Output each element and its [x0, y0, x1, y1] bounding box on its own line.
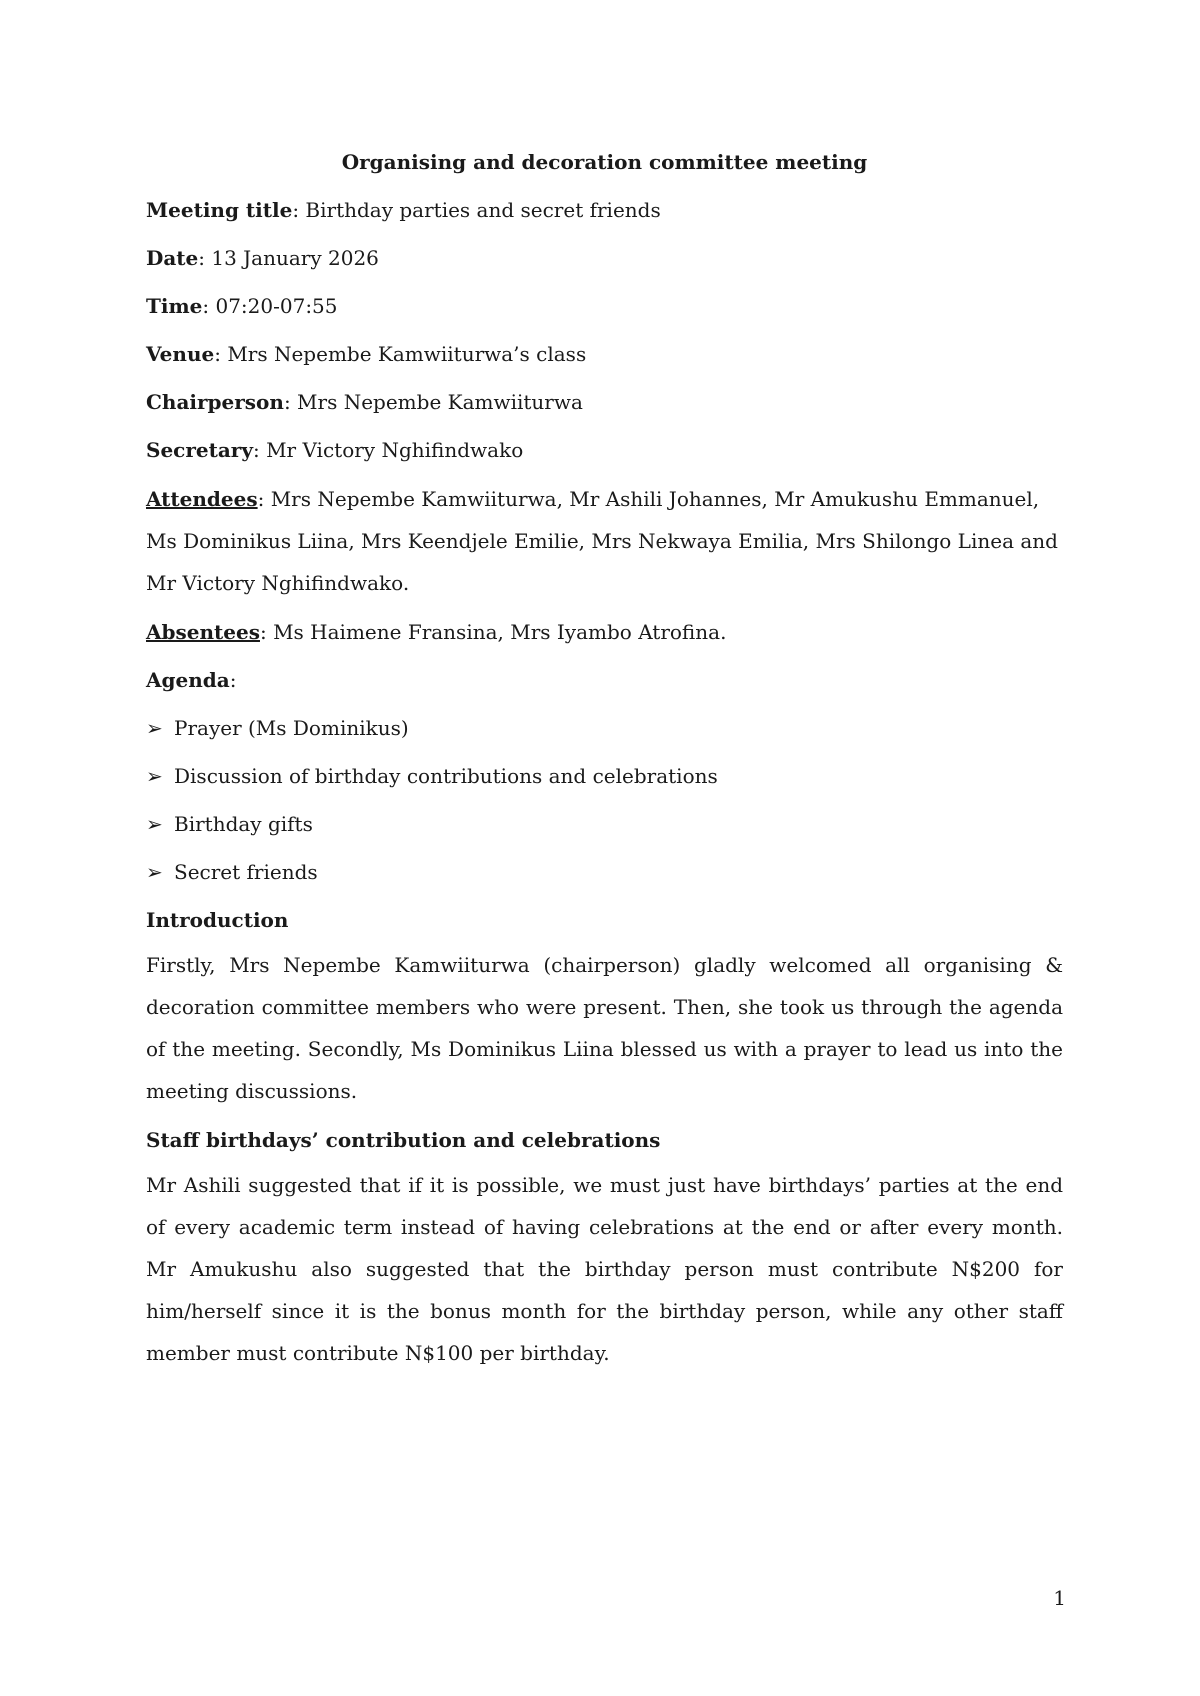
agenda-field	[146, 664, 1063, 696]
absentees-label: Absentees	[146, 620, 260, 644]
staff-birthdays-paragraph: Mr Ashili suggested that if it is possible, we must just have birthdays’ parties at the end of every academic term instead of having celebrations at the end or after every month. Mr Amukushu also suggested that the birthday person must contribute N$200 for him/herself since it is the bonus month for the birthday person, while any other staff member must contribute N$100 per birthday.	[146, 1173, 1063, 1365]
meeting-title-field	[146, 194, 1063, 226]
introduction-paragraph: Firstly, Mrs Nepembe Kamwiiturwa (chairperson) gladly welcomed all organising & decoration committee members who were present. Then, she took us through the agenda of the meeting. Secondly, Ms Dominikus Liina blessed us with a prayer to lead us into the meeting discussions.	[146, 953, 1063, 1103]
arrow-bullet-icon: ➢	[146, 764, 163, 788]
absentees-field	[146, 616, 1063, 648]
secretary-field	[146, 434, 1063, 466]
venue-label: Venue	[146, 342, 215, 366]
secretary-value: : Mr Victory Nghifindwako	[252, 438, 524, 462]
venue-value: : Mrs Nepembe Kamwiiturwa’s class	[214, 342, 587, 366]
page-number: 1	[1053, 1586, 1066, 1610]
date-field	[146, 242, 1063, 274]
agenda-item-text: Prayer (Ms Dominikus)	[174, 716, 409, 740]
arrow-bullet-icon: ➢	[146, 812, 163, 836]
absentees-value: : Ms Haimene Fransina, Mrs Iyambo Atrofina.	[259, 620, 727, 644]
agenda-item	[146, 808, 1063, 840]
agenda-item-text: Birthday gifts	[174, 812, 313, 836]
agenda-item	[146, 712, 1063, 744]
date-value: : 13 January 2026	[198, 246, 379, 270]
attendees-value: : Mrs Nepembe Kamwiiturwa, Mr Ashili Johannes, Mr Amukushu Emmanuel, Ms Dominikus Liina, Mrs Keendjele Emilie, Mrs Nekwaya Emilia, Mrs Shilongo Linea and Mr Victory Nghifindwako.	[146, 487, 1058, 595]
time-label: Time	[146, 294, 203, 318]
arrow-bullet-icon: ➢	[146, 716, 163, 740]
chairperson-label: Chairperson	[146, 390, 284, 414]
meeting-title-label: Meeting title	[146, 198, 293, 222]
venue-field	[146, 338, 1063, 370]
date-label: Date	[146, 246, 199, 270]
agenda-label: Agenda	[146, 668, 230, 692]
attendees-label: Attendees	[146, 487, 258, 511]
staff-birthdays-heading: Staff birthdays’ contribution and celebrations	[146, 1128, 661, 1152]
document-title: Organising and decoration committee meeting	[341, 150, 868, 174]
arrow-bullet-icon: ➢	[146, 860, 163, 884]
time-field	[146, 290, 1063, 322]
time-value: : 07:20-07:55	[202, 294, 338, 318]
agenda-colon: :	[229, 668, 237, 692]
attendees-field	[146, 478, 1063, 604]
chairperson-field	[146, 386, 1063, 418]
agenda-item-text: Secret friends	[174, 860, 318, 884]
document-body	[146, 146, 1063, 1386]
meeting-title-value: : Birthday parties and secret friends	[292, 198, 661, 222]
chairperson-value: : Mrs Nepembe Kamwiiturwa	[283, 390, 583, 414]
agenda-item-text: Discussion of birthday contributions and celebrations	[174, 764, 718, 788]
agenda-item	[146, 856, 1063, 888]
agenda-item	[146, 760, 1063, 792]
secretary-label: Secretary	[146, 438, 253, 462]
introduction-heading: Introduction	[146, 908, 289, 932]
